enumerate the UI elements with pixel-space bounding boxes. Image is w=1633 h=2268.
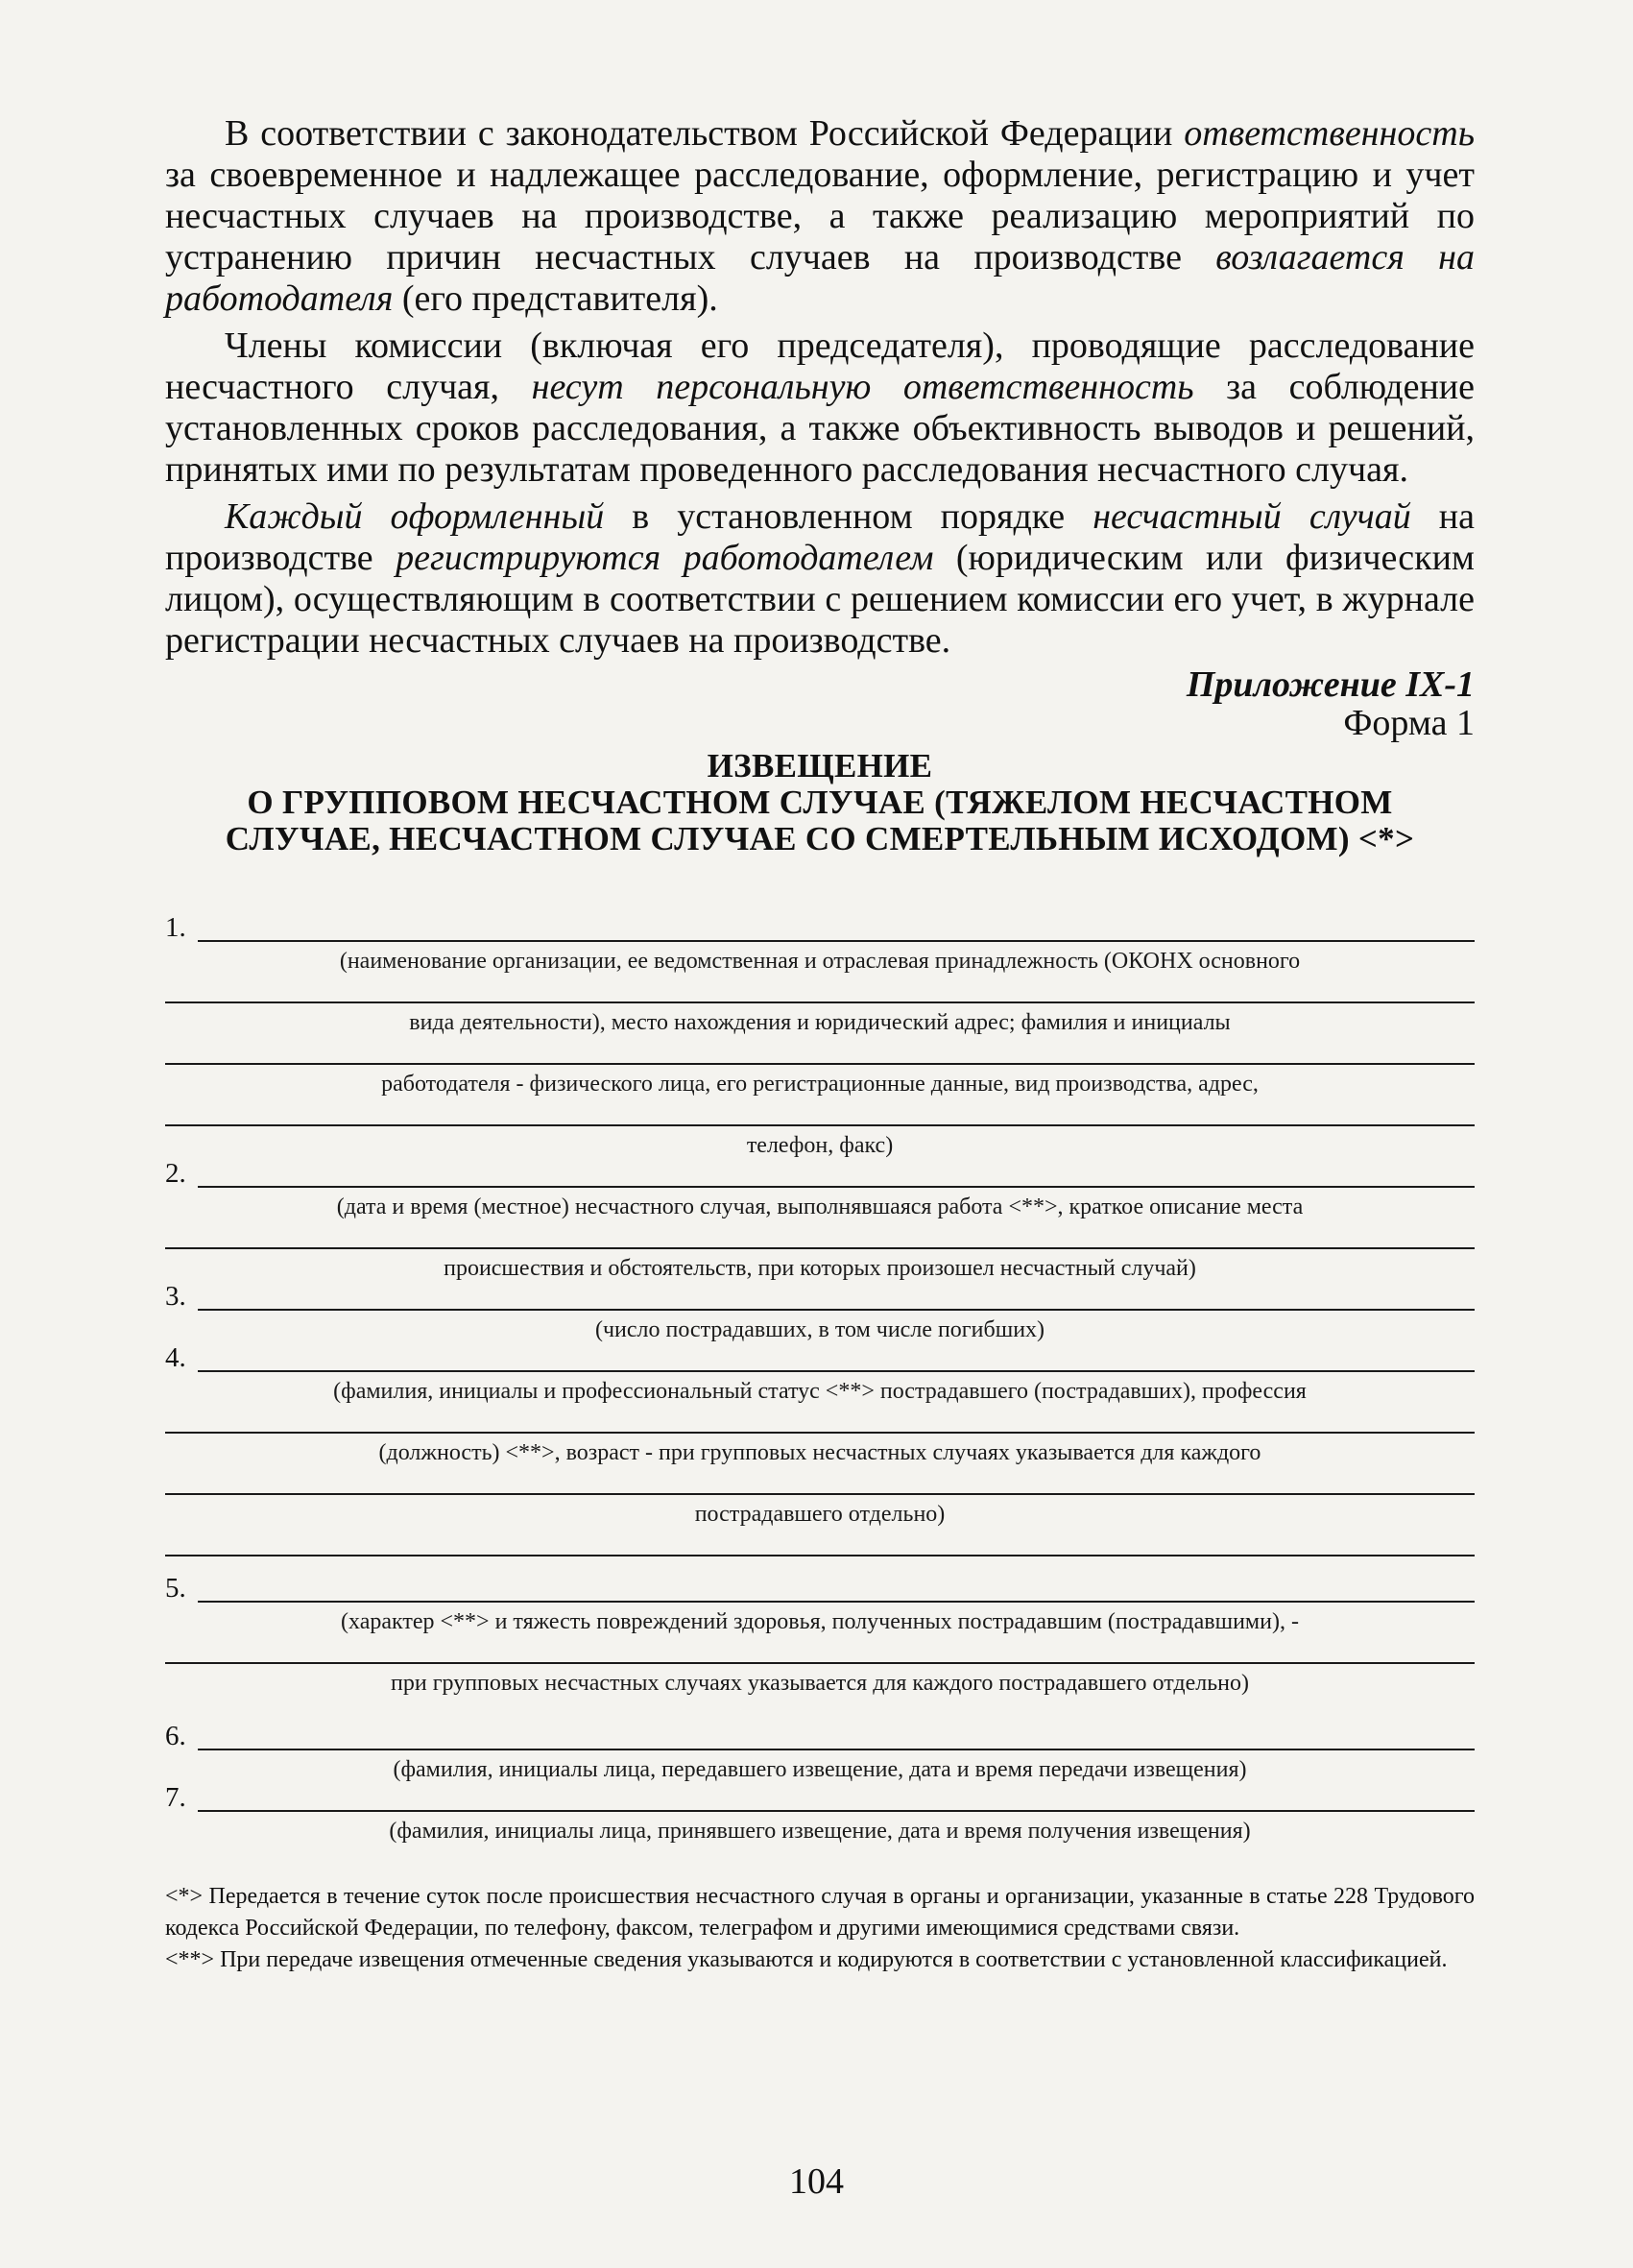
- fill-line[interactable]: [198, 1347, 1475, 1372]
- form-field-4[interactable]: [165, 1343, 1475, 1372]
- text-run: в установленном порядке: [604, 496, 1093, 537]
- paragraph-commission-responsibility: [165, 326, 1475, 491]
- form-field-7[interactable]: [165, 1783, 1475, 1812]
- fill-line[interactable]: [165, 1470, 1475, 1495]
- fill-line[interactable]: [165, 978, 1475, 1003]
- page-number: 104: [789, 2161, 844, 2202]
- paragraph-registration: [165, 496, 1475, 662]
- appendix-title: Приложение IX-1: [1186, 664, 1475, 705]
- fill-line[interactable]: [198, 1163, 1475, 1188]
- heading-line: СЛУЧАЕ, НЕСЧАСТНОМ СЛУЧАЕ СО СМЕРТЕЛЬНЫМ ИСХОДОМ) <*>: [225, 820, 1415, 857]
- text-run: (его представителя).: [393, 278, 718, 319]
- field-caption: (должность) <**>, возраст - при групповых несчастных случаях указывается для каждого: [378, 1440, 1261, 1465]
- field-caption: (фамилия, инициалы лица, принявшего извещение, дата и время получения извещения): [389, 1819, 1251, 1844]
- fill-line[interactable]: [198, 917, 1475, 942]
- text-run: (юридическим или физическим лицом), осуществляющим в соответствии с решением комиссии его учет, в журнале регистрации несчастных случаев на производстве.: [165, 538, 1475, 661]
- form-field-continuation[interactable]: [165, 1098, 1475, 1126]
- field-number: 3.: [165, 1281, 186, 1312]
- italic-emphasis: регистрируются работодателем: [396, 538, 934, 578]
- footnotes: [165, 1881, 1475, 1976]
- field-caption: (дата и время (местное) несчастного случая, выполнявшаяся работа <**>, краткое описание места: [336, 1194, 1304, 1219]
- italic-emphasis: возлагается на работодателя: [165, 237, 1476, 319]
- text-run: на производстве: [165, 496, 1475, 578]
- text-run: Члены комиссии (включая его председателя), проводящие расследование несчастного случая,: [165, 326, 1475, 407]
- fill-line[interactable]: [165, 1532, 1475, 1556]
- field-caption: телефон, факс): [746, 1133, 894, 1158]
- text-run: за соблюдение установленных сроков расследования, а также объективность выводов и решений, принятых ими по результатам проведенного расследования несчастного случая.: [165, 367, 1475, 490]
- field-caption: при групповых несчастных случаях указывается для каждого пострадавшего отдельно): [391, 1671, 1249, 1696]
- field-caption: (фамилия, инициалы лица, передавшего извещение, дата и время передачи извещения): [393, 1757, 1247, 1782]
- field-caption: (число пострадавших, в том числе погибших): [594, 1317, 1045, 1342]
- field-caption: (характер <**> и тяжесть повреждений здоровья, полученных пострадавшим (пострадавшими), -: [341, 1609, 1299, 1634]
- heading-line: О ГРУППОВОМ НЕСЧАСТНОМ СЛУЧАЕ (ТЯЖЕЛОМ НЕСЧАСТНОМ: [247, 784, 1393, 821]
- form-field-continuation[interactable]: [165, 975, 1475, 1003]
- italic-emphasis: Каждый оформленный: [225, 496, 605, 537]
- form-field-continuation[interactable]: [165, 1220, 1475, 1249]
- document-page: [165, 113, 1475, 1976]
- form-field-1[interactable]: [165, 913, 1475, 942]
- field-number: 7.: [165, 1782, 186, 1813]
- appendix-label: [165, 665, 1475, 742]
- form-field-continuation[interactable]: [165, 1635, 1475, 1664]
- fill-line[interactable]: [198, 1725, 1475, 1750]
- form-number: Форма 1: [1343, 703, 1475, 743]
- field-caption: (фамилия, инициалы и профессиональный статус <**> пострадавшего (пострадавших), профессия: [333, 1379, 1307, 1404]
- field-caption: вида деятельности), место нахождения и юридический адрес; фамилия и инициалы: [409, 1010, 1231, 1035]
- italic-emphasis: ответственность: [1184, 113, 1475, 154]
- form-field-6[interactable]: [165, 1722, 1475, 1750]
- form-field-continuation[interactable]: [165, 1466, 1475, 1495]
- footnote-2: <**> При передаче извещения отмеченные сведения указываются и кодируются в соответствии с установленной классификацией.: [165, 1947, 1448, 1972]
- field-number: 4.: [165, 1342, 186, 1373]
- fill-line[interactable]: [198, 1578, 1475, 1603]
- fill-line[interactable]: [198, 1286, 1475, 1311]
- field-number: 6.: [165, 1721, 186, 1751]
- field-caption: пострадавшего отдельно): [694, 1502, 946, 1527]
- notice-form: [165, 913, 1475, 1845]
- form-field-2[interactable]: [165, 1159, 1475, 1188]
- field-number: 1.: [165, 912, 186, 943]
- fill-line[interactable]: [165, 1409, 1475, 1434]
- field-caption: работодателя - физического лица, его регистрационные данные, вид производства, адрес,: [381, 1072, 1259, 1097]
- text-run: за своевременное и надлежащее расследование, оформление, регистрацию и учет несчастных случаев на производстве, а также реализацию мероприятий по устранению причин несчастных случаев на производстве: [165, 155, 1475, 277]
- italic-emphasis: несут персональную ответственность: [531, 367, 1194, 407]
- form-field-continuation[interactable]: [165, 1528, 1475, 1556]
- form-field-continuation[interactable]: [165, 1036, 1475, 1065]
- paragraph-responsibility-employer: [165, 113, 1475, 320]
- heading-line: ИЗВЕЩЕНИЕ: [707, 747, 933, 784]
- fill-line[interactable]: [165, 1639, 1475, 1664]
- fill-line[interactable]: [165, 1040, 1475, 1065]
- fill-line[interactable]: [165, 1101, 1475, 1126]
- form-heading: [165, 748, 1475, 857]
- italic-emphasis: несчастный случай: [1093, 496, 1411, 537]
- fill-line[interactable]: [198, 1787, 1475, 1812]
- form-field-continuation[interactable]: [165, 1405, 1475, 1434]
- fill-line[interactable]: [165, 1224, 1475, 1249]
- field-caption: происшествия и обстоятельств, при которых произошел несчастный случай): [444, 1256, 1196, 1281]
- text-run: В соответствии с законодательством Российской Федерации: [225, 113, 1185, 154]
- form-field-3[interactable]: [165, 1282, 1475, 1311]
- field-caption: (наименование организации, ее ведомственная и отраслевая принадлежность (ОКОНХ основного: [339, 949, 1301, 974]
- footnote-1: <*> Передается в течение суток после происшествия несчастного случая в органы и организации, указанные в статье 228 Трудового кодекса Российской Федерации, по телефону, факсом, телеграфом и другими имеющимися средствами связи.: [165, 1884, 1475, 1941]
- field-number: 5.: [165, 1573, 186, 1604]
- field-number: 2.: [165, 1158, 186, 1189]
- form-field-5[interactable]: [165, 1574, 1475, 1603]
